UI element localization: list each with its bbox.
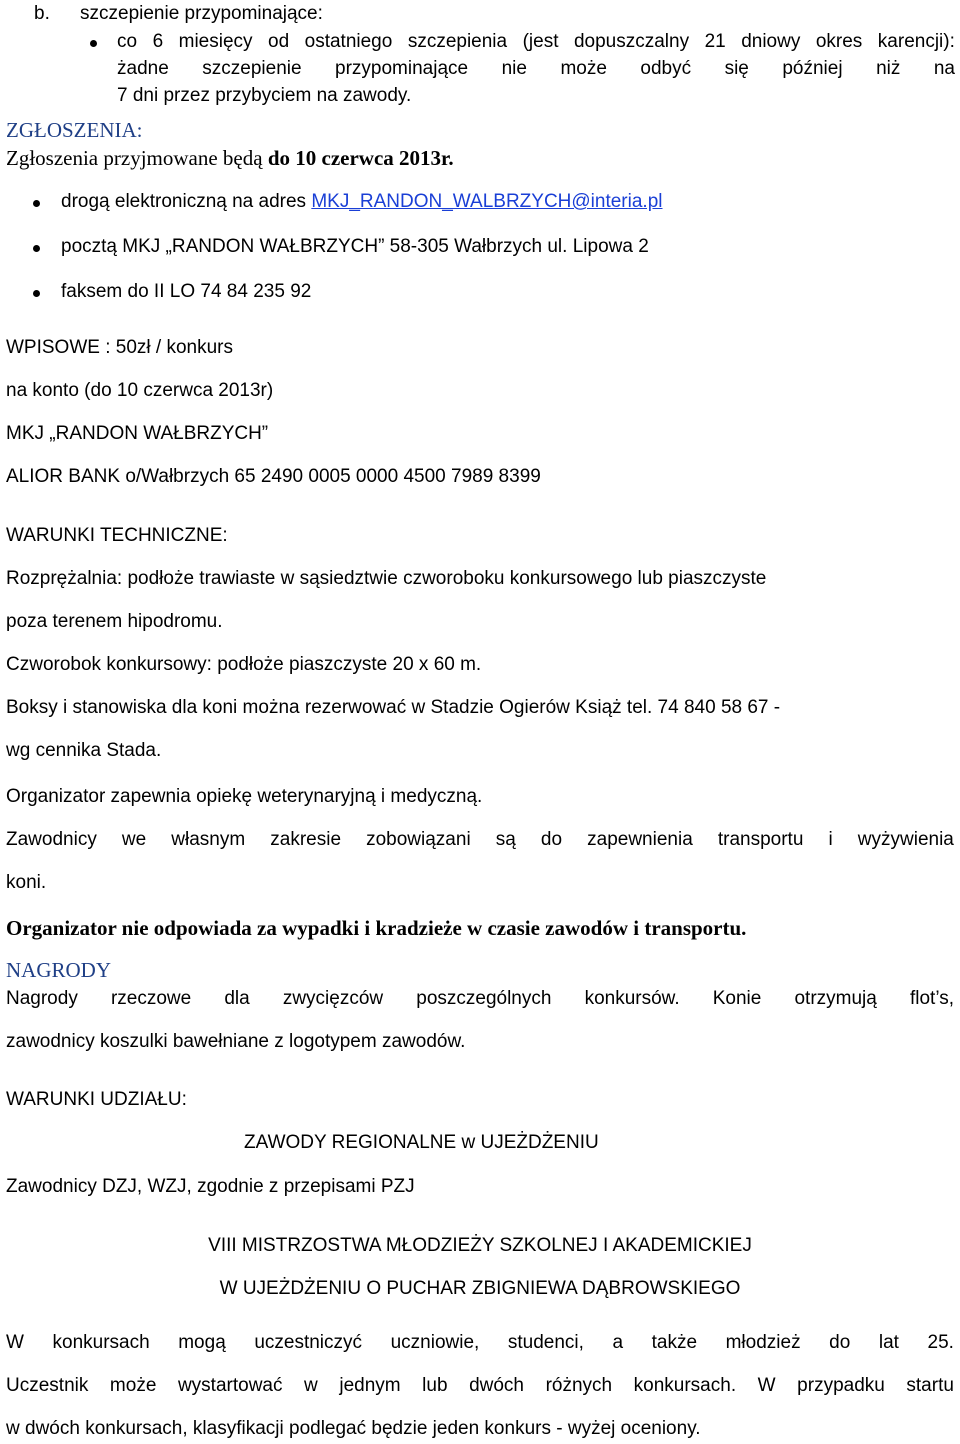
technical-p3-line2: wg cennika Stada. (6, 740, 162, 761)
word: własnym (171, 829, 246, 850)
applications-email (61, 190, 663, 214)
word: studenci, (507, 1332, 584, 1353)
word: lat (878, 1332, 899, 1353)
word: mogą (178, 1332, 226, 1353)
email-link[interactable]: MKJ_RANDON_WALBRZYCH@interia.pl (311, 191, 663, 212)
word: rzeczowe (110, 988, 192, 1009)
word: Nagrody (6, 988, 78, 1009)
word: otrzymują (794, 988, 877, 1009)
word: przypominające (335, 58, 469, 79)
applications-deadline: do 10 czerwca 2013r. (267, 146, 454, 170)
word: 6 (152, 31, 164, 52)
word: Uczestnik (6, 1375, 89, 1396)
word: lub (422, 1375, 448, 1396)
word: dla (224, 988, 250, 1009)
word: karencji): (877, 31, 955, 52)
bullet-icon (33, 200, 40, 207)
fee-line-1: WPISOWE : 50zł / konkurs (6, 337, 233, 358)
word: do (829, 1332, 851, 1353)
fee-line-2: na konto (do 10 czerwca 2013r) (6, 380, 274, 401)
word: zakresie (270, 829, 342, 850)
word: nie (501, 58, 527, 79)
booster-line-2 (117, 57, 955, 81)
word: młodzież (725, 1332, 801, 1353)
participation-heading: WARUNKI UDZIAŁU: (6, 1089, 187, 1110)
bullet-icon (90, 40, 97, 47)
applications-post: pocztą MKJ „RANDON WAŁBRZYCH” 58-305 Wałbrzych ul. Lipowa 2 (61, 236, 649, 257)
word: okres (815, 31, 863, 52)
technical-p5-line2: koni. (6, 872, 47, 893)
word: W (6, 1332, 24, 1353)
word: dopuszczalny (573, 31, 690, 52)
word: i (828, 829, 833, 850)
word: (jest (522, 31, 559, 52)
championship-title-1: VIII MISTRZOSTWA MŁODZIEŻY SZKOLNEJ I AKADEMICKIEJ (208, 1235, 752, 1256)
word: przypadku (797, 1375, 885, 1396)
word: startu (906, 1375, 954, 1396)
word: transportu (717, 829, 804, 850)
booster-line-1 (117, 30, 955, 54)
word: na (933, 58, 955, 79)
word: we (121, 829, 147, 850)
word: dniowy (741, 31, 801, 52)
prizes-heading: NAGRODY (6, 958, 111, 982)
bullet-icon (33, 245, 40, 252)
word: później (782, 58, 843, 79)
word: uczestniczyć (254, 1332, 363, 1353)
championship-line-1 (6, 1331, 954, 1355)
word: odbyć (640, 58, 692, 79)
word: są (495, 829, 516, 850)
technical-heading: WARUNKI TECHNICZNE: (6, 525, 228, 546)
technical-p5-line1 (6, 828, 954, 852)
applications-intro (6, 146, 454, 170)
championship-title-2: W UJEŻDŻENIU O PUCHAR ZBIGNIEWA DĄBROWSKIEGO (219, 1278, 741, 1299)
word: W (757, 1375, 776, 1396)
technical-p4: Organizator zapewnia opiekę weterynaryjną i medyczną. (6, 786, 483, 807)
word: Konie (712, 988, 762, 1009)
word: a (612, 1332, 624, 1353)
word: 21 (704, 31, 726, 52)
word: szczepienie (202, 58, 302, 79)
fee-bank-account: ALIOR BANK o/Wałbrzych 65 2490 0005 0000 4500 7989 8399 (6, 466, 541, 487)
word: Zawodnicy (6, 829, 97, 850)
prizes-line-1 (6, 987, 954, 1011)
applications-intro-text: Zgłoszenia przyjmowane będą (6, 146, 268, 170)
word: żadne (117, 58, 169, 79)
word: się (724, 58, 749, 79)
word: konkursów. (584, 988, 680, 1009)
word: jednym (339, 1375, 401, 1396)
word: szczepienia (407, 31, 508, 52)
word: może (560, 58, 607, 79)
championship-line-3: w dwóch konkursach, klasyfikacji podlegać będzie jeden konkurs - wyżej oceniony. (6, 1418, 701, 1439)
regional-text: Zawodnicy DZJ, WZJ, zgodnie z przepisami PZJ (6, 1176, 415, 1197)
technical-disclaimer: Organizator nie odpowiada za wypadki i kradzieże w czasie zawodów i transportu. (6, 916, 747, 940)
word: różnych (545, 1375, 613, 1396)
word: niż (876, 58, 901, 79)
word: co (117, 31, 138, 52)
word: zapewnienia (587, 829, 693, 850)
technical-p2: Czworobok konkursowy: podłoże piaszczyste 20 x 60 m. (6, 654, 482, 675)
word: 25. (927, 1332, 954, 1353)
word: zobowiązani (366, 829, 471, 850)
word: może (109, 1375, 157, 1396)
word: także (651, 1332, 698, 1353)
word: uczniowie, (390, 1332, 480, 1353)
word: miesięcy (178, 31, 253, 52)
word: zwycięzców (282, 988, 384, 1009)
word: wyżywienia (857, 829, 954, 850)
technical-p1-line1: Rozprężalnia: podłoże trawiaste w sąsiedztwie czworoboku konkursowego lub piaszczyste (6, 568, 767, 589)
word: poszczególnych (416, 988, 552, 1009)
bullet-icon (33, 290, 40, 297)
word: od (268, 31, 290, 52)
email-prefix: drogą elektroniczną na adres (61, 191, 312, 212)
applications-fax: faksem do II LO 74 84 235 92 (61, 281, 312, 302)
booster-marker: b. (34, 3, 50, 24)
word: konkursach (52, 1332, 150, 1353)
word: do (540, 829, 563, 850)
technical-p3-line1: Boksy i stanowiska dla koni można rezerwować w Stadzie Ogierów Książ tel. 74 840 58 67 - (6, 697, 781, 718)
word: dwóch (469, 1375, 524, 1396)
championship-line-2 (6, 1374, 954, 1398)
booster-line-3: 7 dni przez przybyciem na zawody. (117, 85, 412, 106)
applications-heading: ZGŁOSZENIA: (6, 118, 143, 142)
word: konkursach. (633, 1375, 737, 1396)
word: w (304, 1375, 318, 1396)
regional-title: ZAWODY REGIONALNE w UJEŻDŻENIU (244, 1132, 599, 1153)
word: flot’s, (909, 988, 954, 1009)
fee-line-3: MKJ „RANDON WAŁBRZYCH” (6, 423, 269, 444)
technical-p1-line2: poza terenem hipodromu. (6, 611, 223, 632)
word: ostatniego (304, 31, 393, 52)
booster-heading: szczepienie przypominające: (80, 3, 323, 24)
word: wystartować (177, 1375, 283, 1396)
prizes-line-2: zawodnicy koszulki bawełniane z logotypem zawodów. (6, 1031, 466, 1052)
